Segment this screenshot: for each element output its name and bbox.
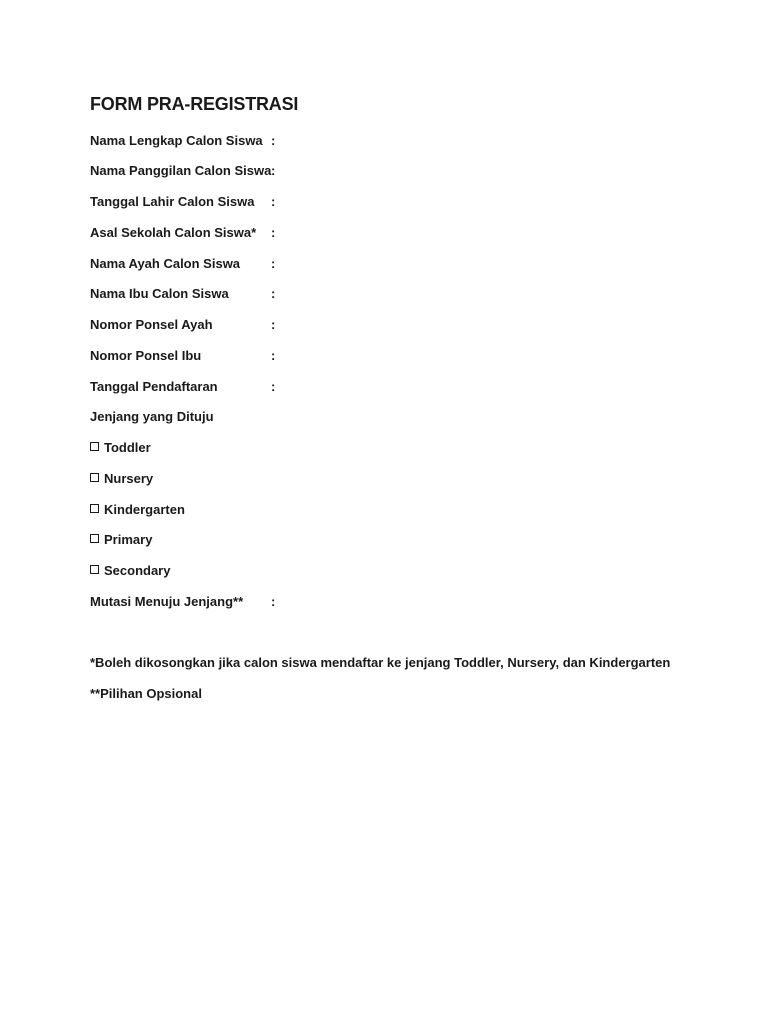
level-option-label: Primary (104, 532, 153, 547)
field-colon: : (271, 225, 276, 240)
footnote-optional-school: *Boleh dikosongkan jika calon siswa mendaftar ke jenjang Toddler, Nursery, dan Kindergarten (90, 655, 671, 670)
field-label: Asal Sekolah Calon Siswa* (90, 225, 257, 240)
field-colon: : (271, 594, 276, 609)
field-colon: : (271, 348, 276, 363)
level-heading: Jenjang yang Dituju (90, 409, 214, 424)
field-colon: : (271, 163, 276, 178)
field-full-name (90, 133, 275, 149)
field-label: Tanggal Pendaftaran (90, 379, 218, 394)
checkbox-icon[interactable] (90, 473, 99, 482)
field-label: Nama Lengkap Calon Siswa (90, 133, 263, 148)
field-label: Nomor Ponsel Ayah (90, 317, 213, 332)
level-option-secondary[interactable] (90, 563, 170, 579)
field-colon: : (271, 317, 276, 332)
checkbox-icon[interactable] (90, 565, 99, 574)
field-colon: : (271, 286, 276, 301)
field-birth-date (90, 194, 275, 210)
level-option-label: Toddler (104, 440, 151, 455)
level-option-label: Nursery (104, 471, 154, 486)
field-registration-date (90, 379, 275, 395)
field-previous-school (90, 225, 275, 241)
level-option-toddler[interactable] (90, 440, 151, 456)
footnote-optional-choice: **Pilihan Opsional (90, 686, 202, 701)
field-father-name (90, 256, 275, 272)
field-label: Mutasi Menuju Jenjang** (90, 594, 244, 609)
level-option-nursery[interactable] (90, 471, 153, 487)
field-label: Nama Ibu Calon Siswa (90, 286, 229, 301)
field-father-phone (90, 317, 275, 333)
field-mother-phone (90, 348, 275, 364)
field-label: Tanggal Lahir Calon Siswa (90, 194, 255, 209)
field-label: Nomor Ponsel Ibu (90, 348, 202, 363)
field-label: Nama Panggilan Calon Siswa (90, 163, 272, 178)
field-nickname (90, 163, 275, 179)
field-colon: : (271, 194, 276, 209)
field-label: Nama Ayah Calon Siswa (90, 256, 241, 271)
form-title: FORM PRA-REGISTRASI (90, 94, 299, 114)
level-option-kindergarten[interactable] (90, 502, 185, 518)
field-colon: : (271, 379, 276, 394)
level-option-label: Secondary (104, 563, 171, 578)
field-mother-name (90, 286, 275, 302)
checkbox-icon[interactable] (90, 504, 99, 513)
level-option-primary[interactable] (90, 532, 152, 548)
level-option-label: Kindergarten (104, 502, 185, 517)
field-colon: : (271, 256, 276, 271)
checkbox-icon[interactable] (90, 534, 99, 543)
checkbox-icon[interactable] (90, 442, 99, 451)
field-mutation-level (90, 594, 275, 610)
field-colon: : (271, 133, 276, 148)
